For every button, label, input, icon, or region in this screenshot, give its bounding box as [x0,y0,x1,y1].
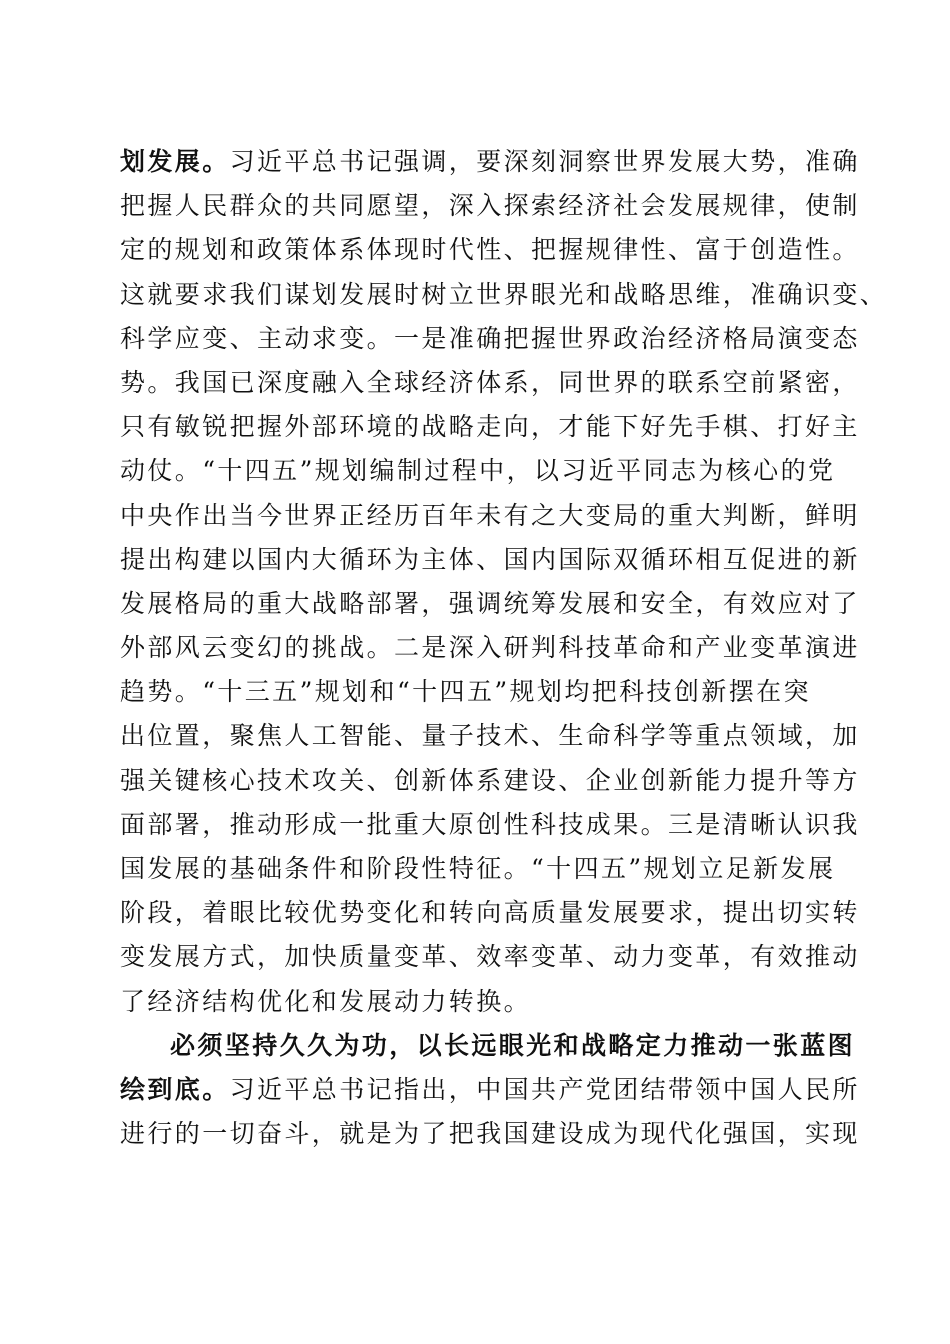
paragraph-2-line-3: 进行的一切奋斗，就是为了把我国建设成为现代化强国，实现 [120,1119,860,1149]
paragraph-1-line: 外部风云变幻的挑战。二是深入研判科技革命和产业变革演进 [120,633,860,663]
paragraph-1-line: 国发展的基础条件和阶段性特征。“十四五”规划立足新发展 [120,854,836,883]
paragraph-2-lead-end: 绘到底。 [120,1074,230,1104]
paragraph-1-line: 定的规划和政策体系体现时代性、把握规律性、富于创造性。 [120,235,860,265]
paragraph-1-line: 阶段，着眼比较优势变化和转向高质量发展要求，提出切实转 [120,898,860,928]
paragraph-1-line: 把握人民群众的共同愿望，深入探索经济社会发展规律，使制 [120,191,860,221]
paragraph-1-line: 强关键核心技术攻关、创新体系建设、企业创新能力提升等方 [120,765,860,795]
paragraph-1-line: 变发展方式，加快质量变革、效率变革、动力变革，有效推动 [120,942,860,972]
paragraph-1-line-1 [120,140,860,184]
body-text [120,140,888,1156]
paragraph-2-lead: 必须坚持久久为功，以长远眼光和战略定力推动一张蓝图 [170,1030,856,1060]
paragraph-2-line-2 [120,1068,860,1112]
paragraph-1-line: 了经济结构优化和发展动力转换。 [120,986,532,1016]
paragraph-1-line: 出位置，聚焦人工智能、量子技术、生命科学等重点领域，加 [120,721,860,751]
paragraph-1-line-1-text: 习近平总书记强调，要深刻洞察世界发展大势，准确 [229,147,860,176]
paragraph-1-line: 只有敏锐把握外部环境的战略走向，才能下好先手棋、打好主 [120,412,860,442]
paragraph-2-line-2-text: 习近平总书记指出，中国共产党团结带领中国人民所 [229,1074,860,1104]
paragraph-1-line: 趋势。“十三五”规划和“十四五”规划均把科技创新摆在突 [120,677,811,707]
paragraph-1-line: 这就要求我们谋划发展时树立世界眼光和战略思维，准确识变、 [120,279,888,309]
paragraph-1-line: 面部署，推动形成一批重大原创性科技成果。三是清晰认识我 [120,809,860,839]
paragraph-1-line: 动仗。“十四五”规划编制过程中，以习近平同志为核心的党 [120,456,836,486]
paragraph-1-line: 势。我国已深度融入全球经济体系，同世界的联系空前紧密， [120,367,860,397]
paragraph-1-lead: 划发展。 [120,147,230,176]
paragraph-1-line: 中央作出当今世界正经历百年未有之大变局的重大判断，鲜明 [120,500,860,530]
paragraph-1-line: 科学应变、主动求变。一是准确把握世界政治经济格局演变态 [120,323,860,353]
paragraph-1-line: 发展格局的重大战略部署，强调统筹发展和安全，有效应对了 [120,588,860,618]
paragraph-1-line: 提出构建以国内大循环为主体、国内国际双循环相互促进的新 [120,544,860,574]
